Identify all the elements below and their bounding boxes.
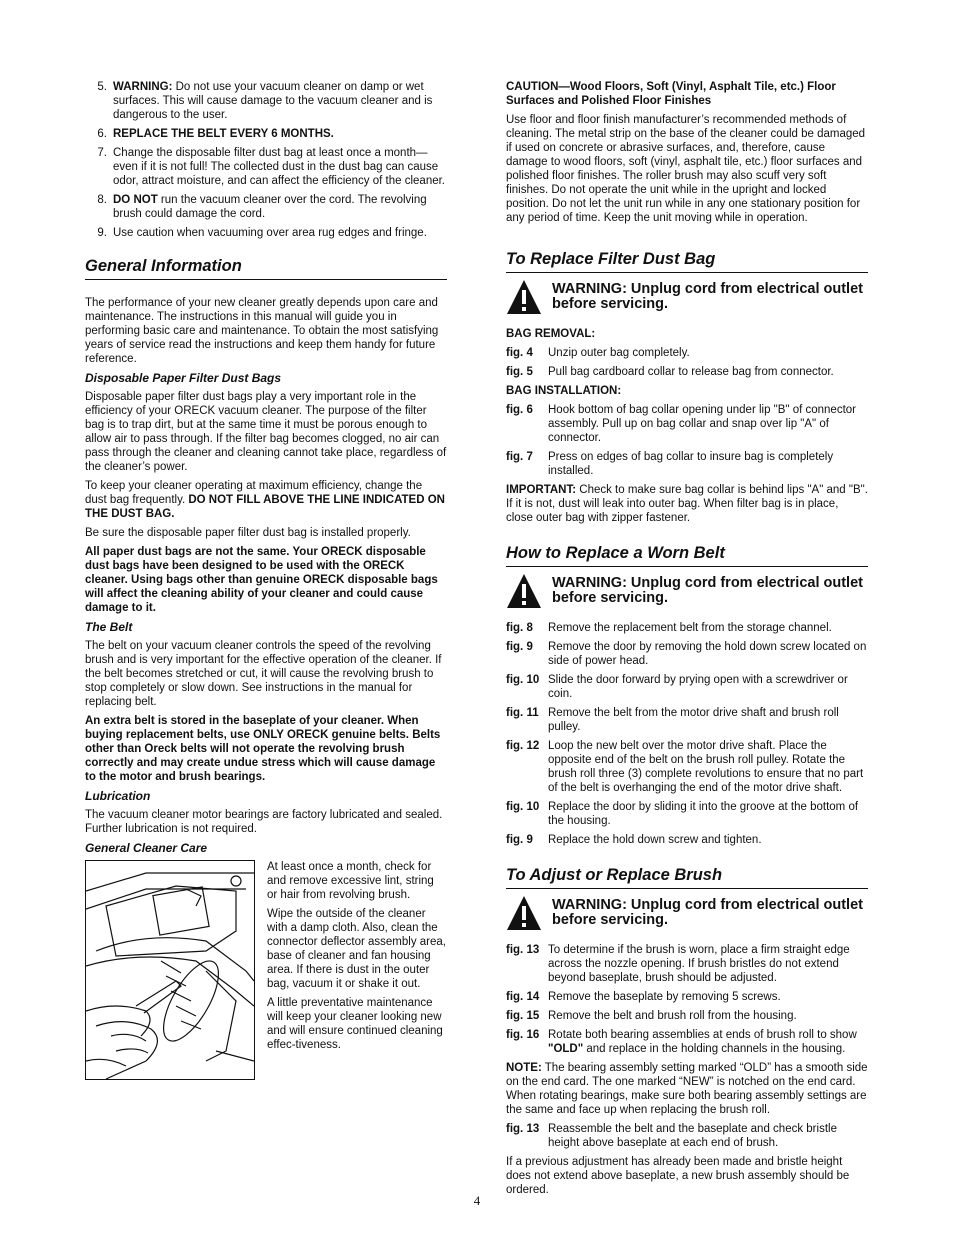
cleaner-care-heading: General Cleaner Care — [85, 841, 208, 855]
replace-belt-heading: How to Replace a Worn Belt — [506, 543, 868, 567]
safety-list — [85, 80, 447, 240]
warning-box — [506, 573, 868, 609]
fig-step: fig. 13 To determine if the brush is worn, place a firm straight edge across the nozzle opening. If brush bristles do not extend beyond baseplate, brush should be adjusted. — [506, 944, 850, 984]
important-note: IMPORTANT: Check to make sure bag collar is behind lips "A" and "B". If it is not, dust will leak into outer bag. When filter bag is in place, close outer bag with zipper fastener. — [506, 484, 868, 524]
fig-step: fig. 4 Unzip outer bag completely. — [506, 347, 690, 359]
fig-step: fig. 8 Remove the replacement belt from the storage channel. — [506, 622, 832, 634]
fig-step: fig. 10 Slide the door forward by prying open with a screwdriver or coin. — [506, 674, 848, 700]
fig-step: fig. 9 Remove the door by removing the hold down screw located on side of power head. — [506, 641, 867, 667]
bags-paragraph-2: To keep your cleaner operating at maximum efficiency, change the dust bag frequently. DO NOT FILL ABOVE THE LINE INDICATED ON THE DUST BAG. — [85, 480, 445, 520]
list-item: 7. Change the disposable filter dust bag at least once a month—even if it is not full! The collected dust in the dust bag can cause odor, attract moisture, and can affect the efficiency of the cleaner. — [97, 147, 445, 187]
bag-installation-label: BAG INSTALLATION: — [506, 385, 622, 397]
warning-text: WARNING: Unplug cord from electrical outlet before servicing. — [552, 281, 863, 312]
fig-step: fig. 11 Remove the belt from the motor drive shaft and brush roll pulley. — [506, 707, 839, 733]
belt-paragraph-2: An extra belt is stored in the baseplate of your cleaner. When buying replacement belts, use ONLY ORECK genuine belts. Belts other than Oreck belts will not operate the revolving brush correctly and may create undue stress which will cause damage to the motor and brush bearings. — [85, 715, 441, 783]
list-item: 6. REPLACE THE BELT EVERY 6 MONTHS. — [97, 128, 334, 140]
fig-step: fig. 7 Press on edges of bag collar to insure bag is completely installed. — [506, 451, 834, 477]
bearing-note: NOTE: The bearing assembly setting marked “OLD” has a smooth side on the end card. The one marked “NEW” is notched on the end card. When rotating bearings, make sure both bearing assembly settings are the same and face up when replacing the brush roll. — [506, 1062, 868, 1116]
cleaner-care-illustration — [85, 860, 255, 1080]
general-information-heading: General Information — [85, 256, 447, 280]
caution-paragraph: Use floor and floor finish manufacturer’s recommended methods of cleaning. The metal strip on the base of the cleaner could be damaged if used on concrete or abrasive surfaces, and, therefore, cause damage to wood floors, soft (vinyl, asphalt tile, etc.) floor surfaces and polished floor finishes. The roller brush may also scuff very soft finishes. Do not operate the unit while in the upright and locked position. Do not let the unit run while in any one stationary position for any period of time. Keep the unit moving while in operation. — [506, 114, 866, 224]
final-paragraph: If a previous adjustment has already been made and bristle height does not extend above baseplate, a new brush assembly should be ordered. — [506, 1156, 850, 1196]
warning-box — [506, 279, 868, 315]
fig-step: fig. 15 Remove the belt and brush roll from the housing. — [506, 1010, 797, 1022]
adjust-brush-heading: To Adjust or Replace Brush — [506, 865, 868, 889]
fig-step: fig. 12 Loop the new belt over the motor drive shaft. Place the opposite end of the belt on the brush roll pulley. Rotate the brush roll three (3) complete revolutions to ensure that no part of the belt is overhanging the end of the motor drive shaft. — [506, 740, 864, 794]
bags-heading: Disposable Paper Filter Dust Bags — [85, 371, 282, 385]
lubrication-paragraph: The vacuum cleaner motor bearings are factory lubricated and sealed. Further lubrication is not required. — [85, 809, 443, 835]
bags-paragraph-4: All paper dust bags are not the same. Your ORECK disposable dust bags have been designed to be used with the ORECK cleaner. Using bags other than genuine ORECK disposable bags will affect the cleaning ability of your cleaner and could cause damage to it. — [85, 546, 438, 614]
cleaner-care-paragraph-1: At least once a month, check for and remove excessive lint, string or hair from revolving brush. — [267, 861, 434, 901]
warning-box — [506, 895, 868, 931]
fig-step: fig. 10 Replace the door by sliding it into the groove at the bottom of the housing. — [506, 801, 859, 827]
fig-step: fig. 16 Rotate both bearing assemblies at ends of brush roll to show "OLD" and replace in the holding channels in the housing. — [506, 1029, 857, 1055]
warning-text: WARNING: Unplug cord from electrical outlet before servicing. — [552, 575, 863, 606]
vacuum-base-illustration — [86, 861, 254, 1079]
fig-step: fig. 9 Replace the hold down screw and tighten. — [506, 834, 762, 846]
list-item: 9. Use caution when vacuuming over area rug edges and fringe. — [97, 227, 427, 239]
fig-step: fig. 14 Remove the baseplate by removing 5 screws. — [506, 991, 781, 1003]
page-number: 4 — [473, 1193, 481, 1208]
general-intro: The performance of your new cleaner greatly depends upon care and maintenance. The instructions in this manual will guide you in performing basic care and maintenance. To obtain the most satisfying years of service read the instructions and keep them handy for future reference. — [85, 297, 439, 365]
cleaner-care-paragraph-2: Wipe the outside of the cleaner with a damp cloth. Also, clean the connector deflector assembly area, base of cleaner and fan housing area. If there is dust in the outer bag, vacuum it or shake it out. — [267, 908, 446, 990]
bag-removal-label: BAG REMOVAL: — [506, 328, 596, 340]
cleaner-care-paragraph-3: A little preventative maintenance will keep your cleaner looking new and will ensure continued cleaning effec-tiveness. — [267, 997, 443, 1051]
caution-heading: CAUTION—Wood Floors, Soft (Vinyl, Asphalt Tile, etc.) Floor Surfaces and Polished Floor Finishes — [506, 81, 836, 107]
warning-icon — [506, 895, 542, 931]
bags-paragraph-3: Be sure the disposable paper filter dust bag is installed properly. — [85, 527, 411, 539]
replace-bag-heading: To Replace Filter Dust Bag — [506, 249, 868, 273]
cleaner-care-section — [85, 860, 447, 1080]
bags-paragraph-1: Disposable paper filter dust bags play a very important role in the efficiency of your ORECK vacuum cleaner. The purpose of the filter bag is to trap dirt, but at the same time it must be porous enough to allow air to pass through. If the filter bag becomes clogged, no air can pass through the cleaner and cleaning cannot take place, regardless of the cleaner’s power. — [85, 391, 447, 473]
list-item: 5. WARNING: Do not use your vacuum cleaner on damp or wet surfaces. This will cause damage to the vacuum cleaner and is dangerous to the user. — [97, 81, 433, 121]
right-column — [506, 80, 868, 1202]
fig-step: fig. 6 Hook bottom of bag collar opening under lip "B" of connector assembly. Pull up on bag collar and snap over lip "A" of connector. — [506, 404, 856, 444]
warning-icon — [506, 279, 542, 315]
belt-heading: The Belt — [85, 620, 133, 634]
left-column — [85, 80, 447, 1080]
list-item: 8. DO NOT run the vacuum cleaner over the cord. The revolving brush could damage the cord. — [97, 194, 427, 220]
fig-step: fig. 5 Pull bag cardboard collar to release bag from connector. — [506, 366, 834, 378]
warning-icon — [506, 573, 542, 609]
warning-text: WARNING: Unplug cord from electrical outlet before servicing. — [552, 897, 863, 928]
fig-step: fig. 13 Reassemble the belt and the baseplate and check bristle height above baseplate at each end of brush. — [506, 1123, 837, 1149]
lubrication-heading: Lubrication — [85, 789, 151, 803]
belt-paragraph-1: The belt on your vacuum cleaner controls the speed of the revolving brush and is very important for the effective operation of the cleaner. If the belt becomes stretched or cut, it will cause the revolving brush to stop completely or slow down. See instructions in the manual for replacing belt. — [85, 640, 442, 708]
